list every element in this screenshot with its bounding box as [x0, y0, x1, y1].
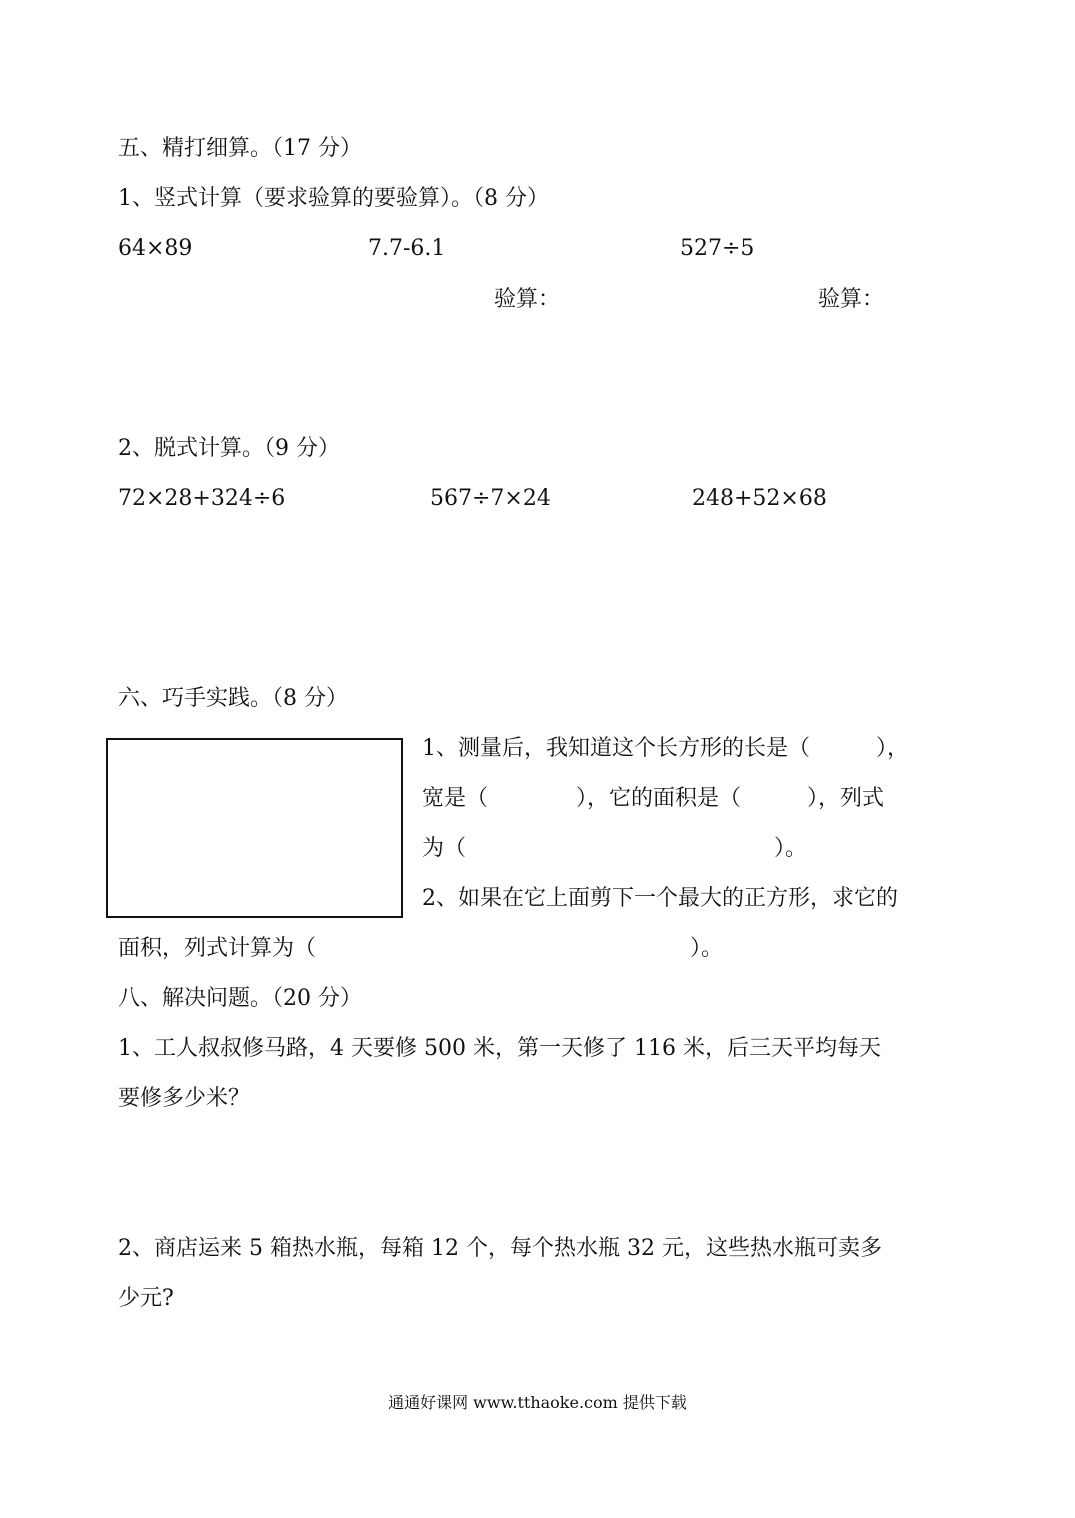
section8-q1-line-2: 要修多少米？ [118, 1086, 251, 1111]
section8-q2-line-1: 2、商店运来 5 箱热水瓶，每箱 12 个，每个热水瓶 32 元，这些热水瓶可卖多 [118, 1236, 882, 1261]
q1-title: 1、竖式计算（要求验算的要验算）。（8 分） [118, 186, 549, 211]
q2-expr-2: 567÷7×24 [430, 486, 551, 511]
check-label-1: 验算： [494, 287, 561, 312]
check-label-2: 验算： [818, 287, 885, 312]
section8-title: 八、解决问题。（20 分） [118, 986, 362, 1011]
footer: 通通好课网 www.tthaoke.com 提供下载 [388, 1393, 687, 1412]
q1-expr-3: 527÷5 [680, 236, 755, 261]
section6-line-4: 2、如果在它上面剪下一个最大的正方形，求它的 [422, 886, 898, 911]
section8-q2-line-2: 少元? [118, 1286, 174, 1311]
q2-expr-3: 248+52×68 [692, 486, 827, 511]
section5-title: 五、精打细算。（17 分） [118, 136, 362, 161]
section6-title: 六、巧手实践。（8 分） [118, 686, 348, 711]
q1-expr-2: 7.7-6.1 [368, 236, 446, 261]
measure-rectangle [106, 738, 403, 918]
section6-line-3: 为（ ）。 [422, 836, 808, 861]
q1-expr-1: 64×89 [118, 236, 193, 261]
q2-title: 2、脱式计算。（9 分） [118, 436, 340, 461]
q2-expr-1: 72×28+324÷6 [118, 486, 286, 511]
section6-line-1: 1、测量后，我知道这个长方形的长是（ ）， [422, 736, 909, 761]
section6-line-2: 宽是（ ），它的面积是（ ），列式 [422, 786, 885, 811]
section6-line-5: 面积，列式计算为（ ）。 [118, 936, 724, 961]
section8-q1-line-1: 1、工人叔叔修马路，4 天要修 500 米，第一天修了 116 米，后三天平均每天 [118, 1036, 881, 1061]
